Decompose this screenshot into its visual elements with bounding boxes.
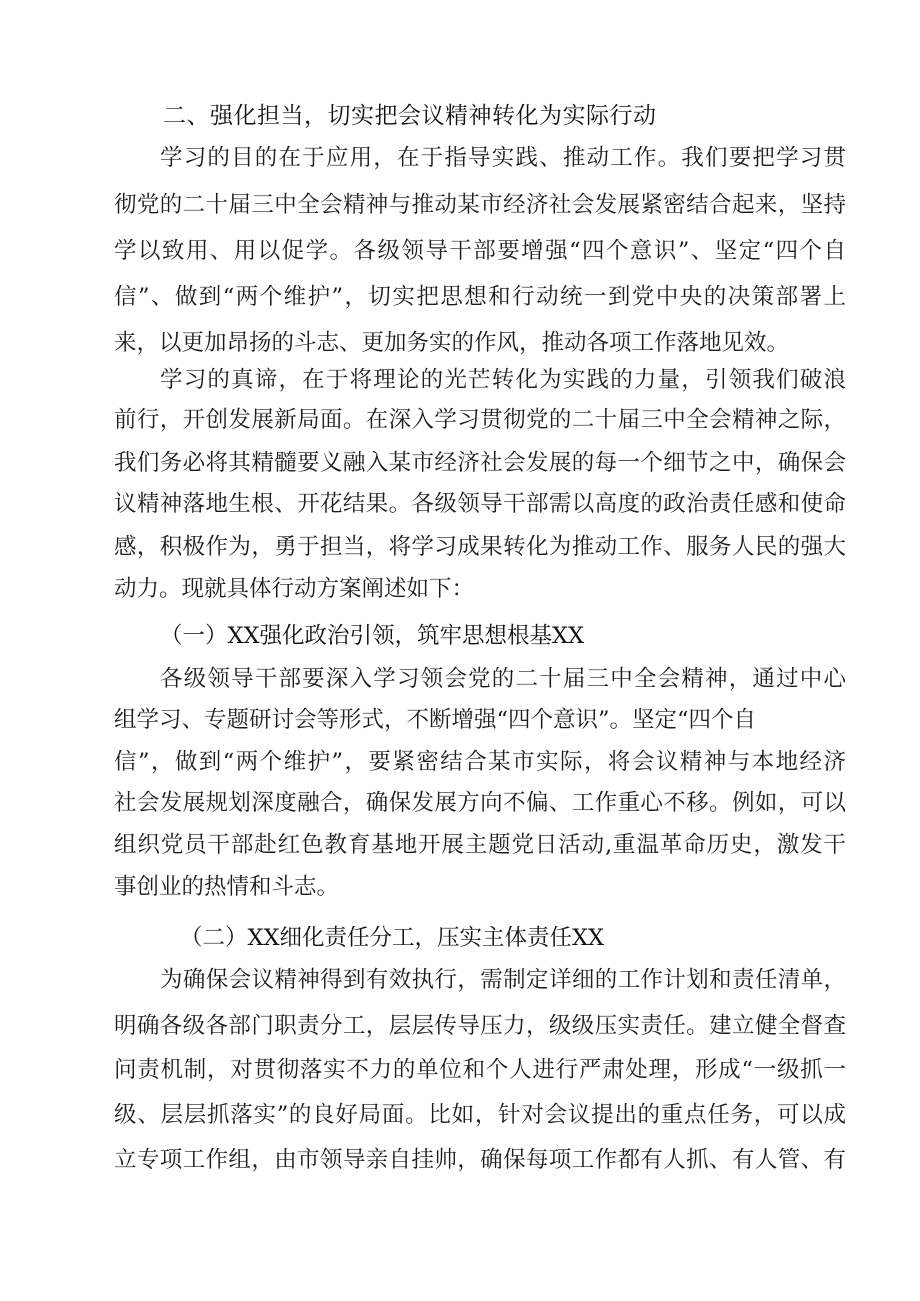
subheading-1: （一）XX强化政治引领，筑牢思想根基XX	[160, 623, 585, 649]
paragraph-3-line-1: 各级领导干部要深入学习领会党的二十届三中全会精神，通过中心	[160, 666, 846, 692]
paragraph-4-line-2: 明确各级各部门职责分工，层层传导压力，级级压实责任。建立健全督查	[114, 1013, 846, 1039]
paragraph-3-line-3: 信”，做到“两个维护”，要紧密结合某市实际，将会议精神与本地经济	[114, 749, 846, 775]
paragraph-4-line-5: 立专项工作组，由市领导亲自挂帅，确保每项工作都有人抓、有人管、有	[114, 1147, 846, 1173]
paragraph-1-line-1: 学习的目的在于应用，在于指导实践、推动工作。我们要把学习贯	[160, 145, 846, 171]
paragraph-2-line-2: 前行，开创发展新局面。在深入学习贯彻党的二十届三中全会精神之际，	[114, 407, 846, 433]
paragraph-4-line-4: 级、层层抓落实”的良好局面。比如，针对会议提出的重点任务，可以成	[114, 1102, 846, 1128]
subheading-2: （二）XX细化责任分工，压实主体责任XX	[180, 925, 605, 951]
paragraph-3-line-5: 组织党员干部赴红色教育基地开展主题党日活动,重温革命历史，激发干	[114, 832, 846, 858]
paragraph-1-line-5: 来，以更加昂扬的斗志、更加务实的作风，推动各项工作落地见效。	[114, 330, 790, 356]
paragraph-3-line-4: 社会发展规划深度融合，确保发展方向不偏、工作重心不移。例如，可以	[114, 790, 846, 816]
paragraph-2-line-3: 我们务必将其精髓要义融入某市经济社会发展的每一个细节之中，确保会	[114, 450, 846, 476]
paragraph-2-line-4: 议精神落地生根、开花结果。各级领导干部需以高度的政治责任感和使命	[114, 491, 846, 517]
paragraph-1-line-2: 彻党的二十届三中全会精神与推动某市经济社会发展紧密结合起来，坚持	[114, 192, 846, 218]
paragraph-2-line-1: 学习的真谛，在于将理论的光芒转化为实践的力量，引领我们破浪	[160, 367, 846, 393]
paragraph-2-line-6: 动力。现就具体行动方案阐述如下：	[114, 576, 475, 602]
paragraph-4-line-3: 问责机制，对贯彻落实不力的单位和个人进行严肃处理，形成“一级抓一	[114, 1057, 846, 1083]
paragraph-4-line-1: 为确保会议精神得到有效执行，需制定详细的工作计划和责任清单，	[160, 967, 846, 993]
paragraph-3-line-2: 组学习、专题研讨会等形式，不断增强“四个意识”。坚定“四个自	[114, 707, 757, 733]
paragraph-2-line-5: 感，积极作为，勇于担当，将学习成果转化为推动工作、服务人民的强大	[114, 534, 846, 560]
paragraph-3-line-6: 事创业的热情和斗志。	[114, 874, 340, 900]
paragraph-1-line-3: 学以致用、用以促学。各级领导干部要增强“四个意识”、坚定“四个自	[114, 238, 846, 264]
section-heading: 二、强化担当，切实把会议精神转化为实际行动	[163, 103, 657, 129]
paragraph-1-line-4: 信”、做到“两个维护”，切实把思想和行动统一到党中央的决策部署上	[114, 284, 846, 310]
